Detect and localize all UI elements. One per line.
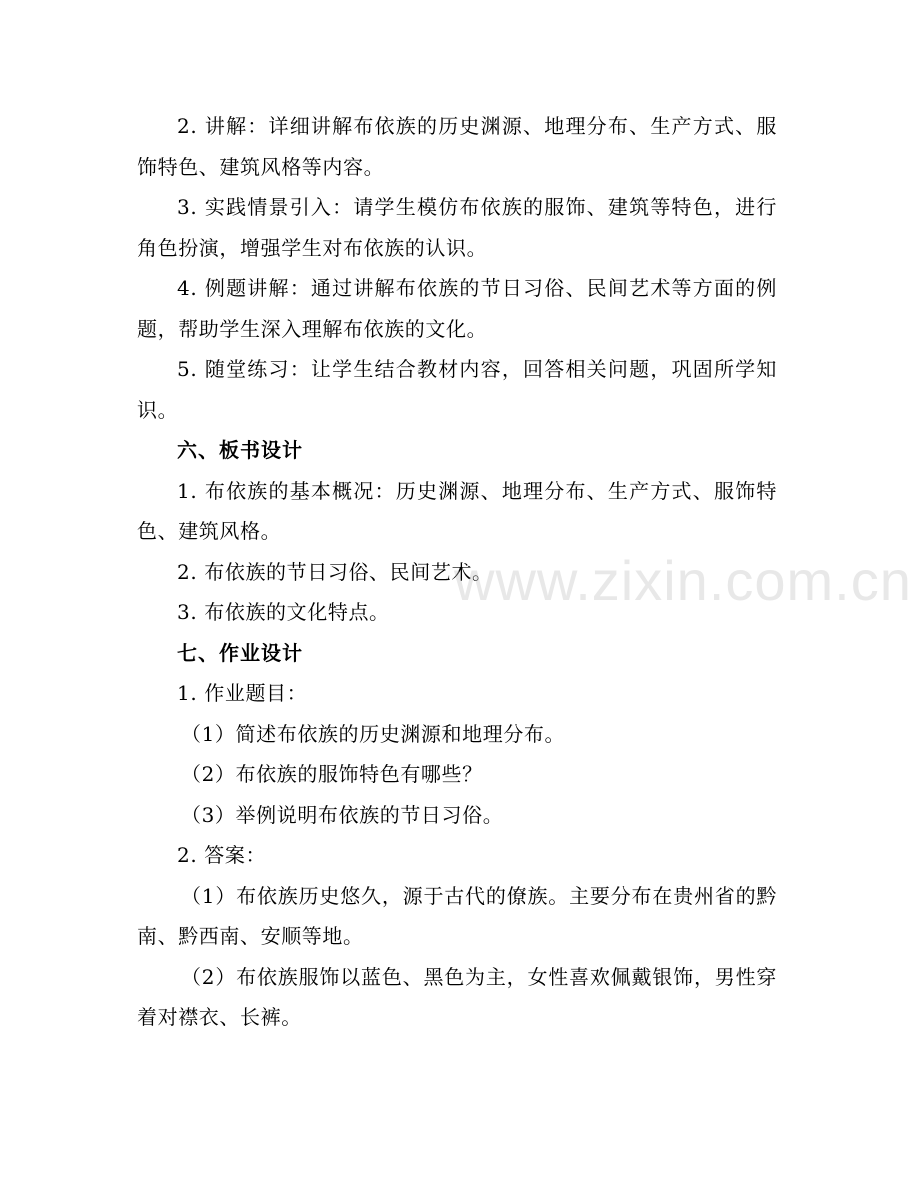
section-heading-board-design: 六、板书设计 (177, 438, 303, 462)
paragraph-board-3: 3. 布依族的文化特点。 (177, 600, 390, 624)
paragraph-step-2: 2. 讲解：详细讲解布依族的历史渊源、地理分布、生产方式、服饰特色、建筑风格等内容。 (137, 114, 777, 179)
watermark-text: www.zixin.com.cn (454, 549, 912, 612)
paragraph-step-3: 3. 实践情景引入：请学生模仿布依族的服饰、建筑等特色，进行角色扮演，增强学生对布依族的认识。 (137, 195, 777, 260)
paragraph-answers-title: 2. 答案： (177, 843, 267, 867)
homework-question-2: （2）布依族的服饰特色有哪些？ (181, 762, 483, 786)
homework-question-1: （1）简述布依族的历史渊源和地理分布。 (181, 721, 566, 746)
paragraph-step-4: 4. 例题讲解：通过讲解布依族的节日习俗、民间艺术等方面的例题，帮助学生深入理解布依族的文化。 (137, 276, 777, 341)
section-heading-homework-design: 七、作业设计 (177, 640, 303, 665)
paragraph-board-1: 1. 布依族的基本概况：历史渊源、地理分布、生产方式、服饰特色、建筑风格。 (137, 478, 777, 543)
document-body (137, 106, 777, 1038)
answer-1: （1）布依族历史悠久，源于古代的僚族。主要分布在贵州省的黔南、黔西南、安顺等地。 (137, 883, 777, 948)
paragraph-homework-title: 1. 作业题目： (177, 681, 308, 705)
answer-2: （2）布依族服饰以蓝色、黑色为主，女性喜欢佩戴银饰，男性穿着对襟衣、长裤。 (137, 964, 777, 1029)
homework-question-3: （3）举例说明布依族的节日习俗。 (181, 802, 504, 827)
paragraph-step-5: 5. 随堂练习：让学生结合教材内容，回答相关问题，巩固所学知识。 (137, 357, 777, 422)
paragraph-board-2: 2. 布依族的节日习俗、民间艺术。 (177, 559, 493, 584)
